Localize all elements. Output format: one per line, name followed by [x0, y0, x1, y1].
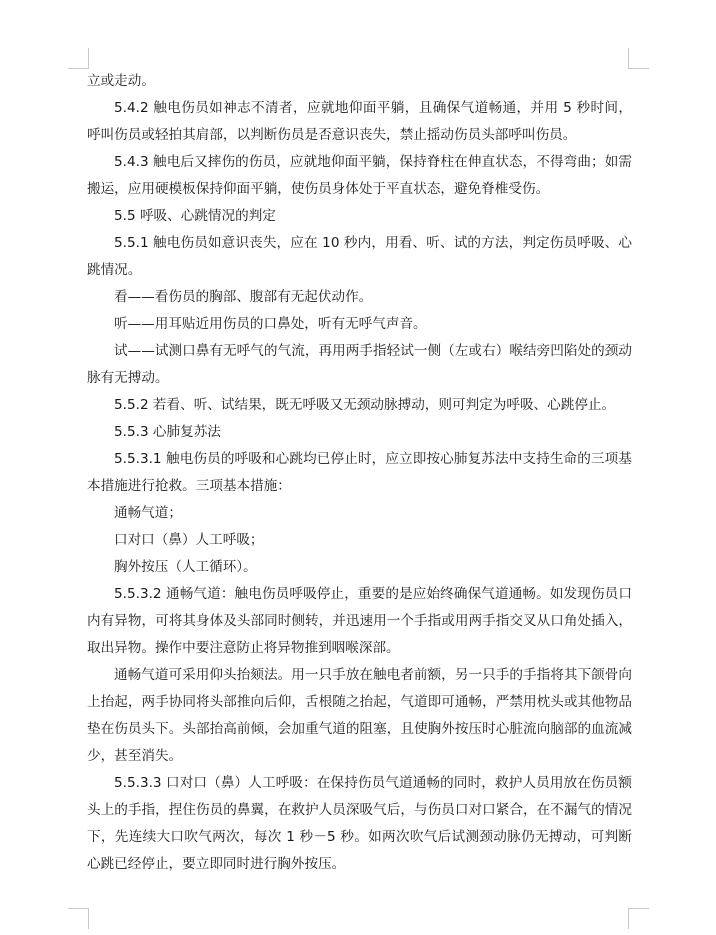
paragraph-test: 试——试测口鼻有无呼气的气流，再用两手指轻试一侧（左或右）喉结旁凹陷处的颈动脉有无搏动。 — [87, 343, 632, 386]
section-heading-5-5-3: 5.5.3 心肺复苏法 — [114, 424, 221, 440]
list-item-airway: 通畅气道； — [114, 505, 182, 521]
paragraph-5-5-1: 5.5.1 触电伤员如意识丧失，应在 10 秒内，用看、听、试的方法，判定伤员呼吸、心跳情况。 — [87, 235, 632, 278]
section-heading-5-5: 5.5 呼吸、心跳情况的判定 — [114, 208, 276, 224]
crop-mark-bottom-right — [628, 908, 649, 929]
crop-mark-bottom-left — [68, 908, 89, 929]
paragraph-5-5-3-2: 5.5.3.2 通畅气道：触电伤员呼吸停止，重要的是应始终确保气道通畅。如发现伤员口内有异物，可将其身体及头部同时侧转，并迅速用一个手指或用两手指交叉从口角处插入，取出异物。操作中要注意防止将异物推到咽喉深部。 — [87, 586, 632, 656]
paragraph-continuation: 立或走动。 — [87, 73, 155, 89]
paragraph-5-5-2: 5.5.2 若看、听、试结果，既无呼吸又无颈动脉搏动，则可判定为呼吸、心跳停止。 — [114, 397, 616, 413]
paragraph-look: 看——看伤员的胸部、腹部有无起伏动作。 — [114, 289, 373, 305]
crop-mark-top-left — [68, 48, 89, 69]
paragraph-5-4-2: 5.4.2 触电伤员如神志不清者，应就地仰面平躺，且确保气道畅通，并用 5 秒时间，呼叫伤员或轻拍其肩部，以判断伤员是否意识丧失，禁止摇动伤员头部呼叫伤员。 — [87, 100, 632, 143]
paragraph-5-5-3-1: 5.5.3.1 触电伤员的呼吸和心跳均已停止时，应立即按心肺复苏法中支持生命的三项基本措施进行抢救。三项基本措施： — [87, 451, 632, 494]
paragraph-head-tilt: 通畅气道可采用仰头抬颏法。用一只手放在触电者前额，另一只手的手指将其下颌骨向上抬起，两手协同将头部推向后仰，舌根随之抬起，气道即可通畅，严禁用枕头或其他物品垫在伤员头下。头部抬高前倾，会加重气道的阻塞，且使胸外按压时心脏流向脑部的血流减少，甚至消失。 — [87, 667, 632, 764]
paragraph-listen: 听——用耳贴近用伤员的口鼻处，听有无呼气声音。 — [114, 316, 427, 332]
paragraph-5-5-3-3: 5.5.3.3 口对口（鼻）人工呼吸：在保持伤员气道通畅的同时，救护人员用放在伤员额头上的手指，捏住伤员的鼻翼，在救护人员深吸气后，与伤员口对口紧合，在不漏气的情况下，先连续大口吹气两次，每次 1 秒－5 秒。如两次吹气后试测颈动脉仍无搏动，可判断心跳已经停止，要立即同时进行胸外按压。 — [87, 775, 632, 872]
list-item-compression: 胸外按压（人工循环）。 — [114, 559, 257, 575]
crop-mark-top-right — [628, 48, 649, 69]
document-body[interactable] — [87, 68, 632, 878]
list-item-breathing: 口对口（鼻）人工呼吸； — [114, 532, 264, 548]
paragraph-5-4-3: 5.4.3 触电后又摔伤的伤员，应就地仰面平躺，保持脊柱在伸直状态，不得弯曲；如需搬运，应用硬模板保持仰面平躺，使伤员身体处于平直状态，避免脊椎受伤。 — [87, 154, 632, 197]
